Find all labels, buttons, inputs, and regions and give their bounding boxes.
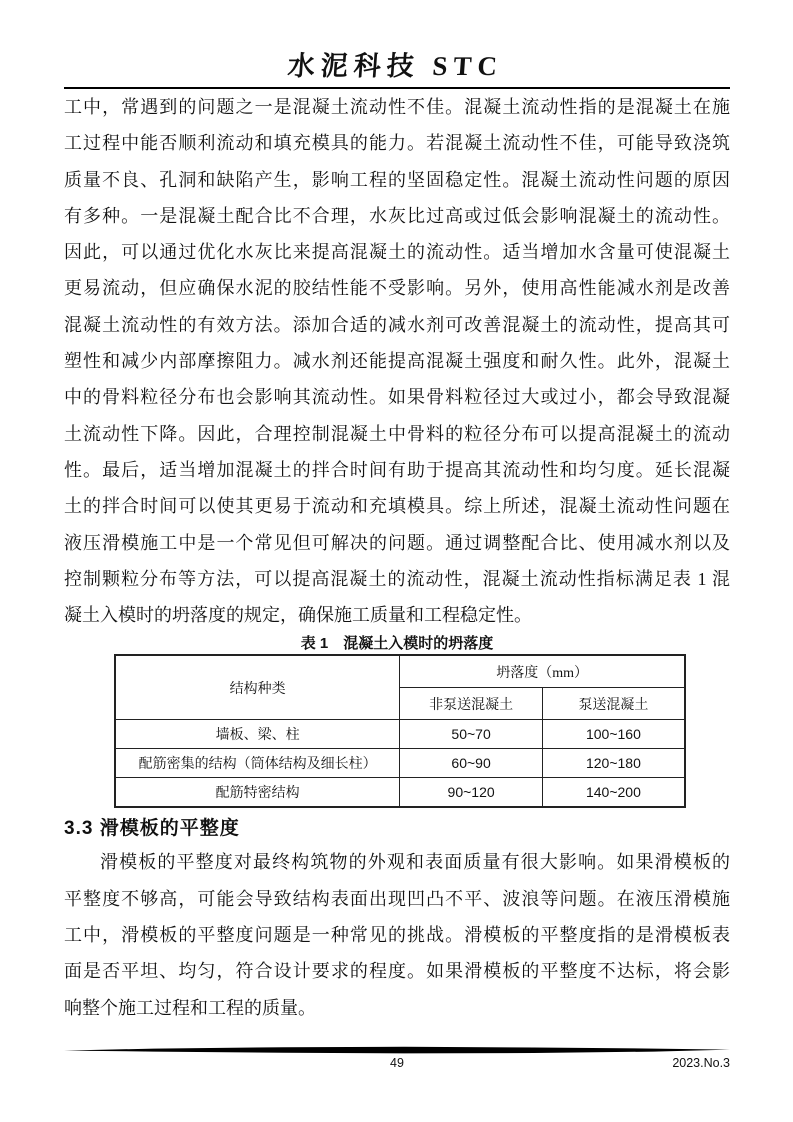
page-content <box>64 0 730 1026</box>
table-header-row <box>115 655 685 688</box>
journal-title: 水泥科技 STC <box>286 51 505 81</box>
table-row <box>115 749 685 778</box>
page-number: 49 <box>390 1056 404 1070</box>
text-line: 因此，可以通过优化水灰比来提高混凝土的流动性。适当增加水含量可使混凝土 <box>64 242 730 263</box>
table-cell-nonpumped: 90~120 <box>400 778 543 808</box>
text-line: 控制颗粒分布等方法，可以提高混凝土的流动性，混凝土流动性指标满足表 1 混 <box>64 568 730 589</box>
slump-table <box>114 654 686 808</box>
text-line: 性。最后，适当增加混凝土的拌合时间有助于提高其流动性和均匀度。延长混凝 <box>64 459 730 480</box>
table-cell-nonpumped: 50~70 <box>400 720 543 749</box>
text-line: 有多种。一是混凝土配合比不合理，水灰比过高或过低会影响混凝土的流动性。 <box>64 205 730 226</box>
table-cell-category: 配筋特密结构 <box>115 778 400 808</box>
footer-rule <box>64 1046 730 1056</box>
table-subheader-nonpumped: 非泵送混凝土 <box>400 688 543 720</box>
text-line: 响整个施工过程和工程的质量。 <box>64 997 316 1018</box>
text-line: 塑性和减少内部摩擦阻力。减水剂还能提高混凝土强度和耐久性。此外，混凝土 <box>64 351 730 372</box>
body-paragraph-1 <box>64 89 730 633</box>
text-line: 凝土入模时的坍落度的规定，确保施工质量和工程稳定性。 <box>64 605 532 626</box>
table-row <box>115 778 685 808</box>
issue-number: 2023.No.3 <box>672 1056 730 1070</box>
table-header-slump: 坍落度（mm） <box>400 655 685 688</box>
table-cell-pumped: 140~200 <box>542 778 685 808</box>
body-paragraph-2 <box>64 844 730 1025</box>
text-line: 中的骨料粒径分布也会影响其流动性。如果骨料粒径过大或过小，都会导致混凝 <box>64 387 730 408</box>
text-line: 滑模板的平整度对最终构筑物的外观和表面质量有很大影响。如果滑模板的 <box>100 852 730 873</box>
table-cell-nonpumped: 60~90 <box>400 749 543 778</box>
table-cell-pumped: 100~160 <box>542 720 685 749</box>
text-line: 更易流动，但应确保水泥的胶结性能不受影响。另外，使用高性能减水剂是改善 <box>64 278 730 299</box>
table-subheader-pumped: 泵送混凝土 <box>542 688 685 720</box>
table-cell-pumped: 120~180 <box>542 749 685 778</box>
table-row <box>115 720 685 749</box>
text-line: 混凝土流动性的有效方法。添加合适的减水剂可改善混凝土的流动性，提高其可 <box>64 314 730 335</box>
text-line: 工中，常遇到的问题之一是混凝土流动性不佳。混凝土流动性指的是混凝土在施 <box>64 97 730 117</box>
text-line: 平整度不够高，可能会导致结构表面出现凹凸不平、波浪等问题。在液压滑模施 <box>64 888 730 909</box>
table-header-category: 结构种类 <box>115 655 400 720</box>
table-caption: 表 1 混凝土入模时的坍落度 <box>300 635 494 653</box>
text-line: 土流动性下降。因此，合理控制混凝土中骨料的粒径分布可以提高混凝土的流动 <box>64 423 730 444</box>
table-cell-category: 墙板、梁、柱 <box>115 720 400 749</box>
text-line: 面是否平坦、均匀，符合设计要求的程度。如果滑模板的平整度不达标，将会影 <box>64 961 730 982</box>
table-cell-category: 配筋密集的结构（筒体结构及细长柱） <box>115 749 400 778</box>
text-line: 土的拌合时间可以使其更易于流动和充填模具。综上所述，混凝土流动性问题在 <box>64 496 730 517</box>
text-line: 质量不良、孔洞和缺陷产生，影响工程的坚固稳定性。混凝土流动性问题的原因 <box>64 169 730 190</box>
text-line: 液压滑模施工中是一个常见但可解决的问题。通过调整配合比、使用减水剂以及 <box>64 532 730 553</box>
text-line: 工过程中能否顺利流动和填充模具的能力。若混凝土流动性不佳，可能导致浇筑 <box>64 133 730 154</box>
section-heading: 3.3 滑模板的平整度 <box>64 818 240 840</box>
page-footer <box>64 1056 730 1074</box>
text-line: 工中，滑模板的平整度问题是一种常见的挑战。滑模板的平整度指的是滑模板表 <box>64 925 730 946</box>
